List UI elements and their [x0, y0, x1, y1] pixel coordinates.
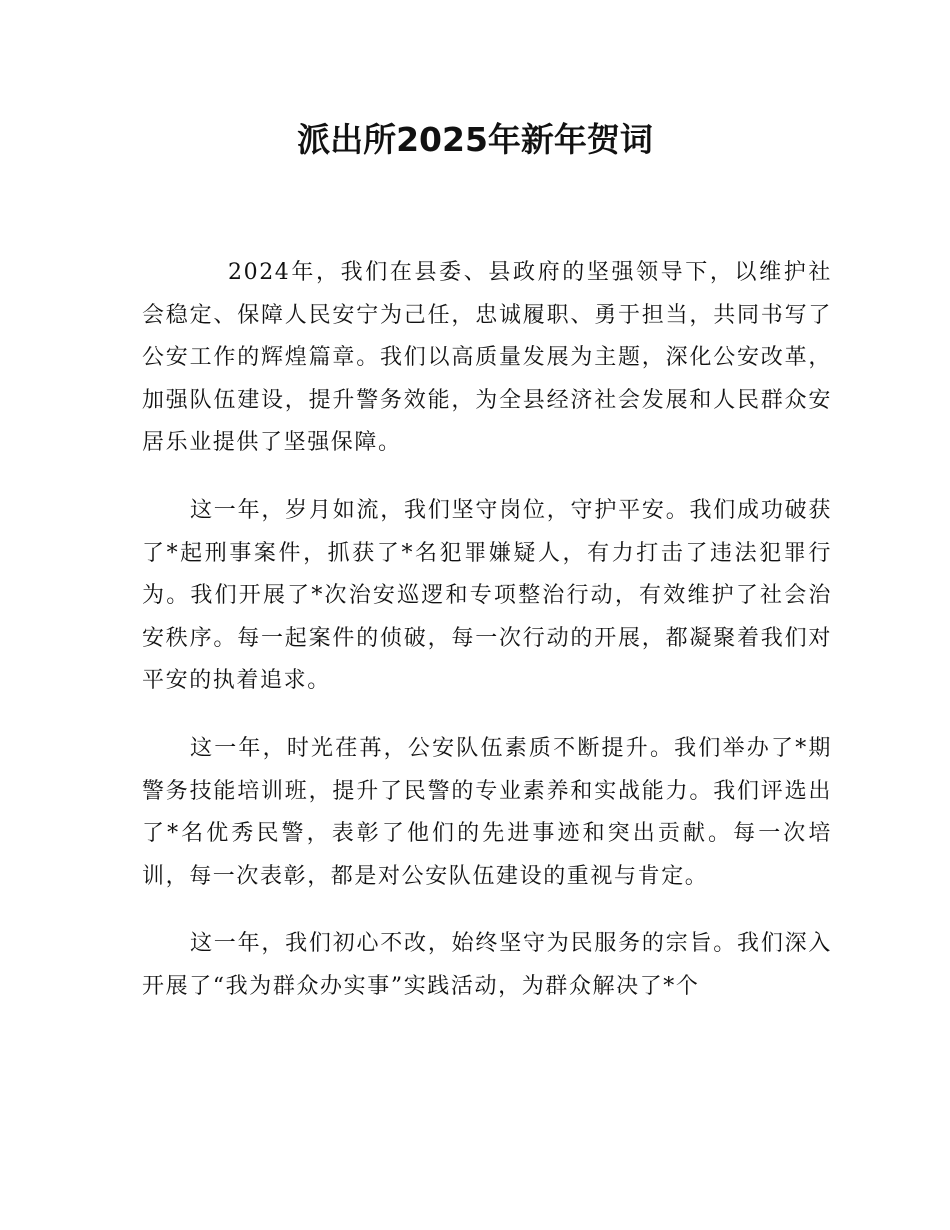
document-title: 派出所2025年新年贺词 — [297, 120, 653, 159]
paragraph-4: 这一年，我们初心不改，始终坚守为民服务的宗旨。我们深入开展了“我为群众办实事”实践活动，为群众解决了*个 — [142, 931, 832, 999]
document-body — [142, 252, 832, 1034]
paragraph-3: 这一年，时光荏苒，公安队伍素质不断提升。我们举办了*期警务技能培训班，提升了民警的专业素养和实战能力。我们评选出了*名优秀民警，表彰了他们的先进事迹和突出贡献。每一次培训，每一次表彰，都是对公安队伍建设的重视与肯定。 — [142, 735, 832, 889]
paragraph-1: 2024年，我们在县委、县政府的坚强领导下，以维护社会稳定、保障人民安宁为己任，忠诚履职、勇于担当，共同书写了公安工作的辉煌篇章。我们以高质量发展为主题，深化公安改革，加强队伍建设，提升警务效能，为全县经济社会发展和人民群众安居乐业提供了坚强保障。 — [142, 260, 832, 456]
paragraph-2: 这一年，岁月如流，我们坚守岗位，守护平安。我们成功破获了*起刑事案件，抓获了*名犯罪嫌疑人，有力打击了违法犯罪行为。我们开展了*次治安巡逻和专项整治行动，有效维护了社会治安秩序。每一起案件的侦破，每一次行动的开展，都凝聚着我们对平安的执着追求。 — [142, 497, 832, 694]
